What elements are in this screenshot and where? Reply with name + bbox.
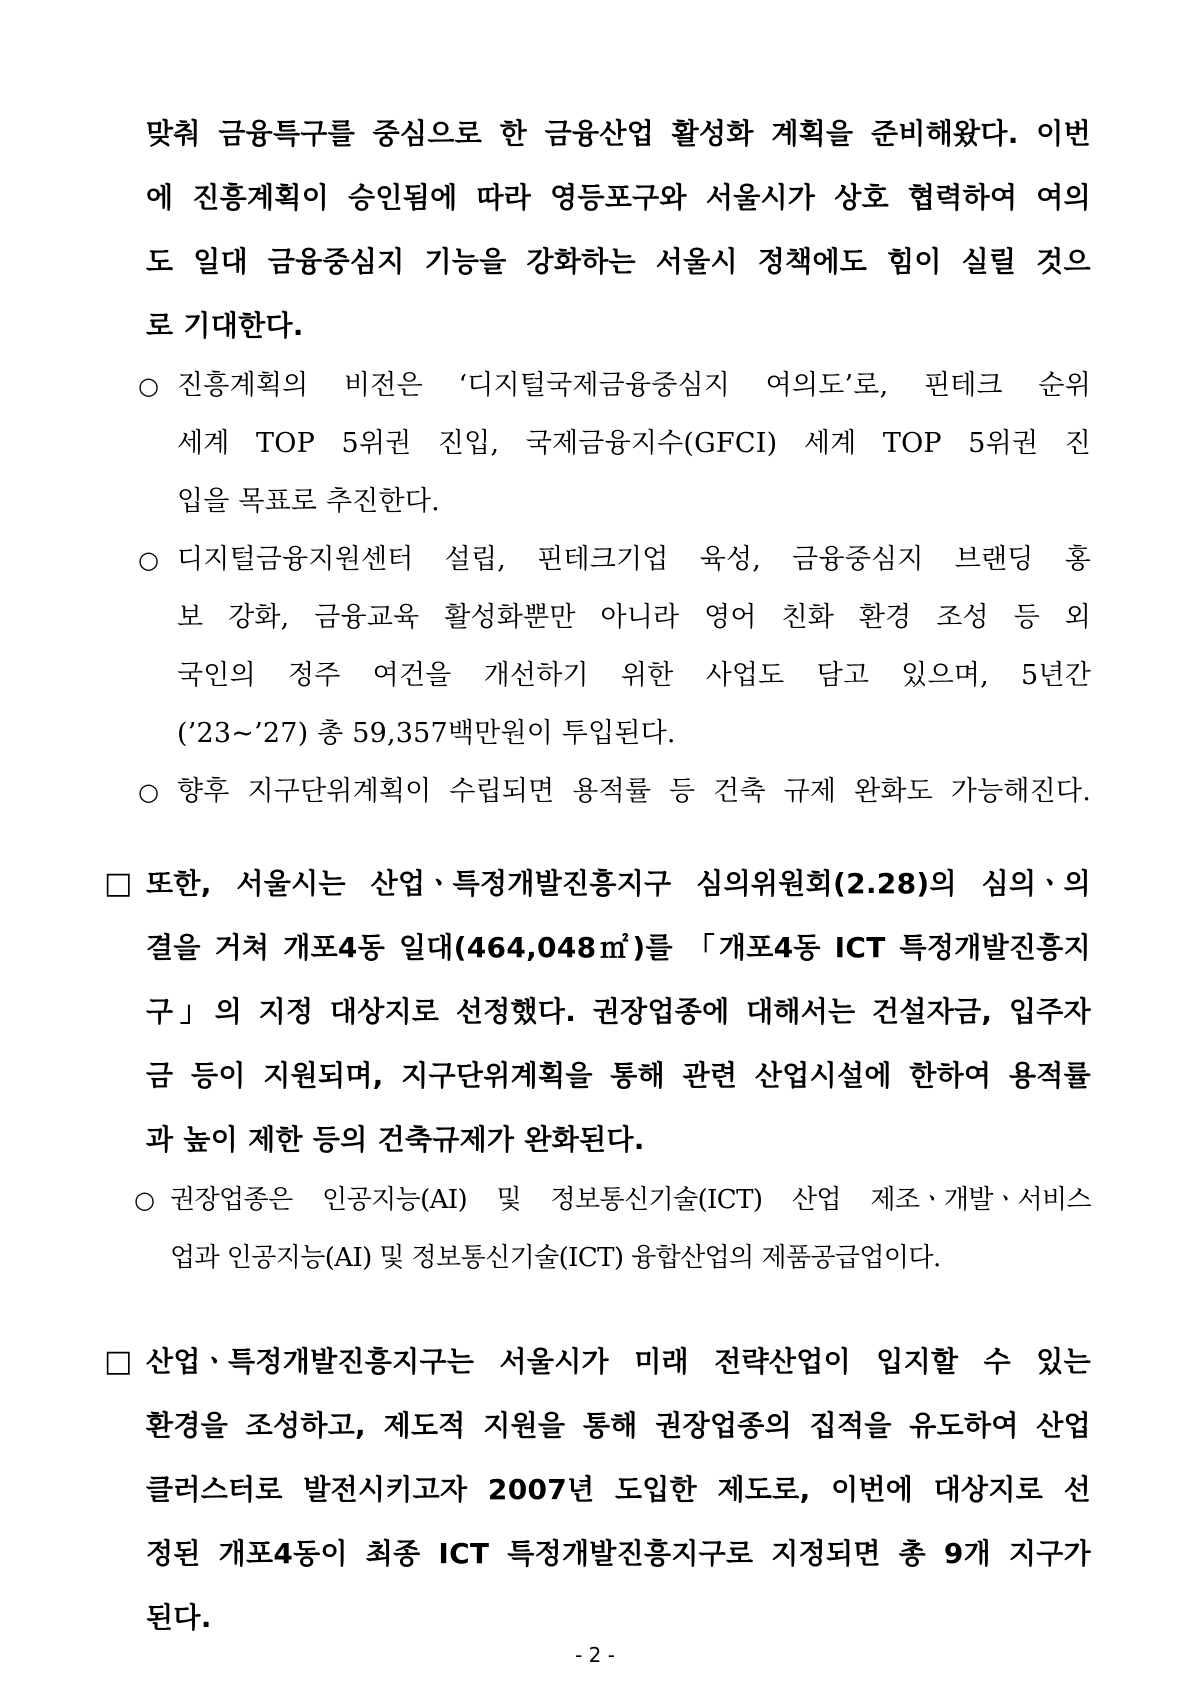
circle-bullet-icon: ○ [134,1186,155,1214]
bullet-line: 보 강화, 금융교육 활성화뿐만 아니라 영어 친화 환경 조성 등 외 [177,602,1091,633]
bullet-line: (’23~’27) 총 59,357백만원이 투입된다. [177,718,676,749]
paragraph-line: 맞춰 금융특구를 중심으로 한 금융산업 활성화 계획을 준비해왔다. 이번 [146,117,1091,150]
bullet-line: 진흥계획의 비전은 ‘디지털국제금융중심지 여의도’로, 핀테크 순위 [177,370,1091,401]
bullet-line: 업과 인공지능(AI) 및 정보통신기술(ICT) 융합산업의 제품공급업이다. [170,1243,941,1273]
paragraph-line: 또한, 서울시는 산업ㆍ특정개발진흥지구 심의위원회(2.28)의 심의ㆍ의 [146,867,1091,900]
circle-bullet-icon: ○ [138,546,159,574]
bullet-line: 입을 목표로 추진한다. [177,486,440,517]
paragraph-line: 클러스터로 발전시키고자 2007년 도입한 제도로, 이번에 대상지로 선 [146,1473,1091,1506]
paragraph-line: 구」의 지정 대상지로 선정했다. 권장업종에 대해서는 건설자금, 입주자 [146,995,1091,1028]
paragraph-line: 에 진흥계획이 승인됨에 따라 영등포구와 서울시가 상호 협력하여 여의 [146,181,1091,214]
paragraph-line: 결을 거쳐 개포4동 일대(464,048㎡)를 「개포4동 ICT 특정개발진흥지 [146,931,1091,964]
bullet-line: 권장업종은 인공지능(AI) 및 정보통신기술(ICT) 산업 제조ㆍ개발ㆍ서비스 [170,1185,1091,1215]
paragraph-line: 금 등이 지원되며, 지구단위계획을 통해 관련 산업시설에 한하여 용적률 [146,1059,1091,1092]
paragraph-line: 환경을 조성하고, 제도적 지원을 통해 권장업종의 집적을 유도하여 산업 [146,1409,1091,1442]
paragraph-line: 산업ㆍ특정개발진흥지구는 서울시가 미래 전략산업이 입지할 수 있는 [146,1345,1091,1378]
circle-bullet-icon: ○ [138,778,159,806]
circle-bullet-icon: ○ [138,372,159,400]
paragraph-line: 정된 개포4동이 최종 ICT 특정개발진흥지구로 지정되면 총 9개 지구가 [146,1537,1091,1570]
bullet-line: 국인의 정주 여건을 개선하기 위한 사업도 담고 있으며, 5년간 [177,660,1091,691]
paragraph-line: 된다. [146,1601,212,1634]
square-bullet-icon: □ [104,1344,133,1379]
bullet-line: 향후 지구단위계획이 수립되면 용적률 등 건축 규제 완화도 가능해진다. [177,776,1091,807]
paragraph-line: 로 기대한다. [146,309,304,342]
bullet-line: 세계 TOP 5위권 진입, 국제금융지수(GFCI) 세계 TOP 5위권 진 [177,428,1091,459]
bullet-line: 디지털금융지원센터 설립, 핀테크기업 육성, 금융중심지 브랜딩 홍 [177,544,1091,575]
paragraph-line: 과 높이 제한 등의 건축규제가 완화된다. [146,1123,645,1156]
paragraph-line: 도 일대 금융중심지 기능을 강화하는 서울시 정책에도 힘이 실릴 것으 [146,245,1091,278]
page-number: - 2 - [575,1643,615,1667]
square-bullet-icon: □ [104,866,133,901]
